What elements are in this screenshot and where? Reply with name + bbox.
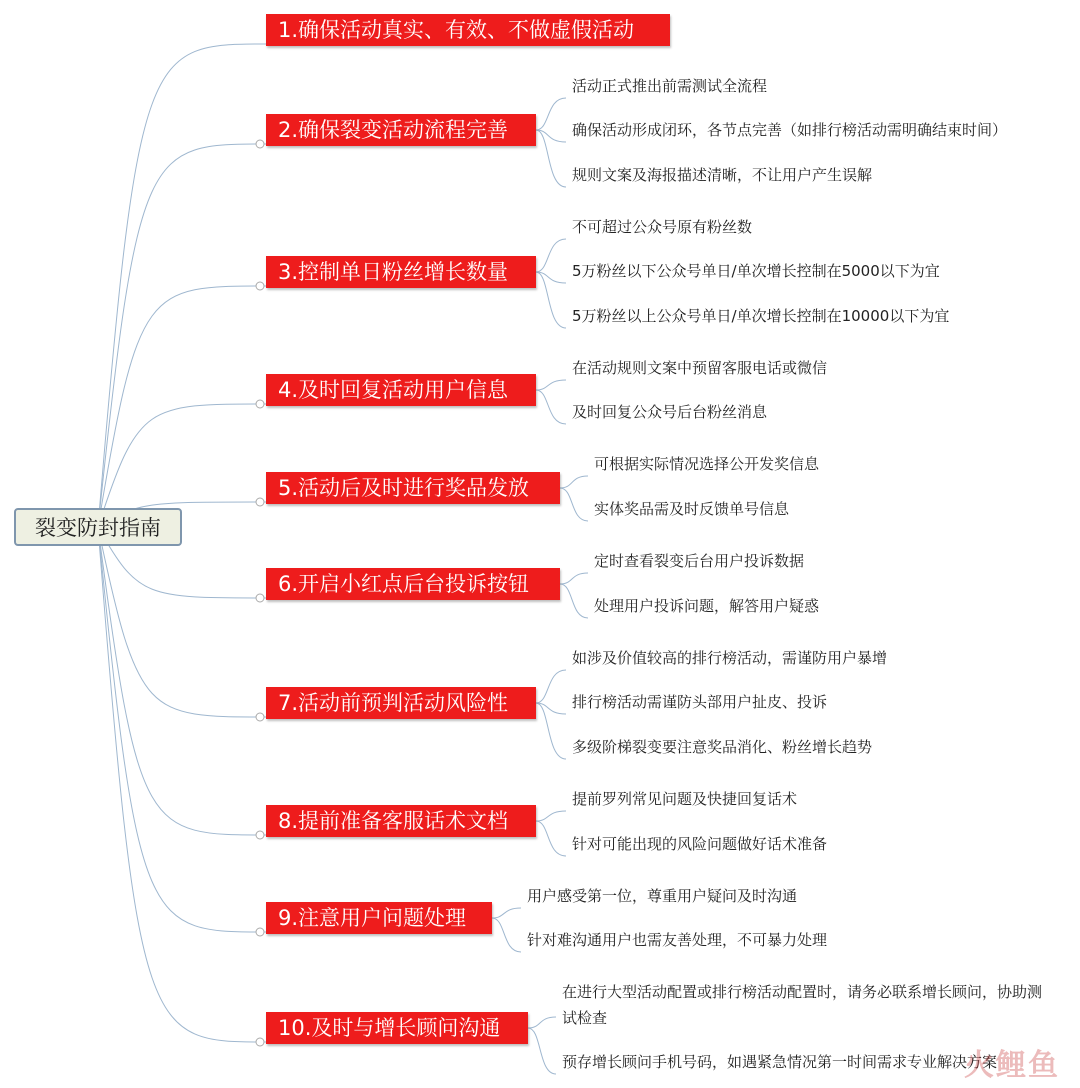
leaf-node: 提前罗列常见问题及快捷回复话术 [572, 790, 798, 808]
branch-label: 6.开启小红点后台投诉按钮 [278, 572, 530, 596]
leaf-node: 活动正式推出前需测试全流程 [572, 77, 768, 95]
branch-node-1 [266, 14, 670, 46]
connector-branch-leaf [560, 573, 588, 584]
watermark-logo [964, 1040, 1060, 1084]
leaf-node: 处理用户投诉问题，解答用户疑惑 [594, 597, 820, 615]
root-label: 裂变防封指南 [35, 516, 161, 540]
leaf-node: 用户感受第一位，尊重用户疑问及时沟通 [527, 887, 798, 905]
watermark-text: 火鲤鱼 [964, 1048, 1060, 1083]
collapse-toggle-icon [256, 498, 264, 506]
branch-label: 4.及时回复活动用户信息 [278, 378, 509, 402]
branch-label: 9.注意用户问题处理 [278, 906, 467, 930]
connector-branch-leaf [492, 908, 521, 918]
connector-root-branch-1 [98, 44, 266, 527]
connector-branch-leaf [492, 918, 521, 952]
leaf-node: 针对难沟通用户也需友善处理，不可暴力处理 [527, 931, 828, 949]
connector-branch-leaf [560, 584, 588, 618]
connector-branch-leaf [536, 703, 566, 714]
leaf-node: 5万粉丝以上公众号单日/单次增长控制在10000以下为宜 [572, 307, 950, 325]
leaf-node: 规则文案及海报描述清晰，不让用户产生误解 [572, 166, 873, 184]
leaf-node: 及时回复公众号后台粉丝消息 [572, 403, 768, 421]
connector-root-branch-8 [98, 527, 266, 835]
connector-branch-leaf [536, 272, 566, 283]
connector-branch-leaf [536, 239, 566, 272]
collapse-toggle-icon [256, 713, 264, 721]
leaf-node: 定时查看裂变后台用户投诉数据 [594, 552, 805, 570]
connector-branch-leaf [536, 821, 566, 856]
branch-node-10 [266, 1012, 528, 1044]
leaf-node: 在进行大型活动配置或排行榜活动配置时，请务必联系增长顾问，协助测试检查 [562, 983, 1043, 1027]
connector-branch-leaf [536, 670, 566, 703]
branch-node-8 [266, 805, 536, 837]
branch-label: 1.确保活动真实、有效、不做虚假活动 [278, 18, 635, 42]
collapse-toggle-icon [256, 594, 264, 602]
collapse-toggle-icon [256, 282, 264, 290]
connector-branch-leaf [536, 98, 566, 130]
connector-root-branch-10 [98, 527, 266, 1042]
leaf-node: 如涉及价值较高的排行榜活动，需谨防用户暴增 [572, 649, 888, 667]
collapse-toggle-icon [256, 928, 264, 936]
branch-label: 10.及时与增长顾问沟通 [278, 1016, 501, 1040]
branch-node-9 [266, 902, 492, 934]
collapse-toggle-icon [256, 400, 264, 408]
connector-branch-leaf [536, 703, 566, 759]
branch-label: 8.提前准备客服话术文档 [278, 809, 509, 833]
branch-label: 3.控制单日粉丝增长数量 [278, 260, 509, 284]
branch-node-7 [266, 687, 536, 719]
collapse-toggle-icon [256, 140, 264, 148]
connector-branch-leaf [536, 272, 566, 328]
connector-branch-leaf [536, 130, 566, 187]
leaf-node: 不可超过公众号原有粉丝数 [572, 218, 753, 236]
connector-branch-leaf [560, 476, 588, 488]
branch-node-6 [266, 568, 560, 600]
collapse-toggle-icon [256, 1038, 264, 1046]
connector-branch-leaf [536, 390, 566, 424]
leaf-node: 预存增长顾问手机号码，如遇紧急情况第一时间需求专业解决方案 [562, 1053, 998, 1071]
connector-root-branch-9 [98, 527, 266, 932]
leaf-node: 排行榜活动需谨防头部用户扯皮、投诉 [572, 693, 828, 711]
branch-node-2 [266, 114, 536, 146]
root-node [14, 508, 182, 546]
leaf-node: 针对可能出现的风险问题做好话术准备 [572, 835, 828, 853]
leaf-node: 确保活动形成闭环，各节点完善（如排行榜活动需明确结束时间） [572, 121, 1008, 139]
collapse-toggle-icon [256, 831, 264, 839]
leaf-node: 在活动规则文案中预留客服电话或微信 [572, 359, 828, 377]
connector-branch-leaf [560, 488, 588, 521]
branch-label: 7.活动前预判活动风险性 [278, 691, 509, 715]
connector-branch-leaf [528, 1028, 556, 1074]
connector-branch-leaf [536, 811, 566, 821]
branch-node-4 [266, 374, 536, 406]
leaf-node: 多级阶梯裂变要注意奖品消化、粉丝增长趋势 [572, 738, 873, 756]
connector-root-branch-3 [98, 286, 266, 527]
connector-root-branch-7 [98, 527, 266, 717]
branch-label: 2.确保裂变活动流程完善 [278, 118, 509, 142]
leaf-node: 5万粉丝以下公众号单日/单次增长控制在5000以下为宜 [572, 262, 940, 280]
leaf-node: 实体奖品需及时反馈单号信息 [594, 500, 790, 518]
connector-root-branch-2 [98, 144, 266, 527]
branch-node-5 [266, 472, 560, 504]
branch-node-3 [266, 256, 536, 288]
leaf-node: 可根据实际情况选择公开发奖信息 [594, 455, 820, 473]
branch-label: 5.活动后及时进行奖品发放 [278, 476, 530, 500]
connector-branch-leaf [536, 380, 566, 390]
connector-branch-leaf [528, 1017, 556, 1028]
